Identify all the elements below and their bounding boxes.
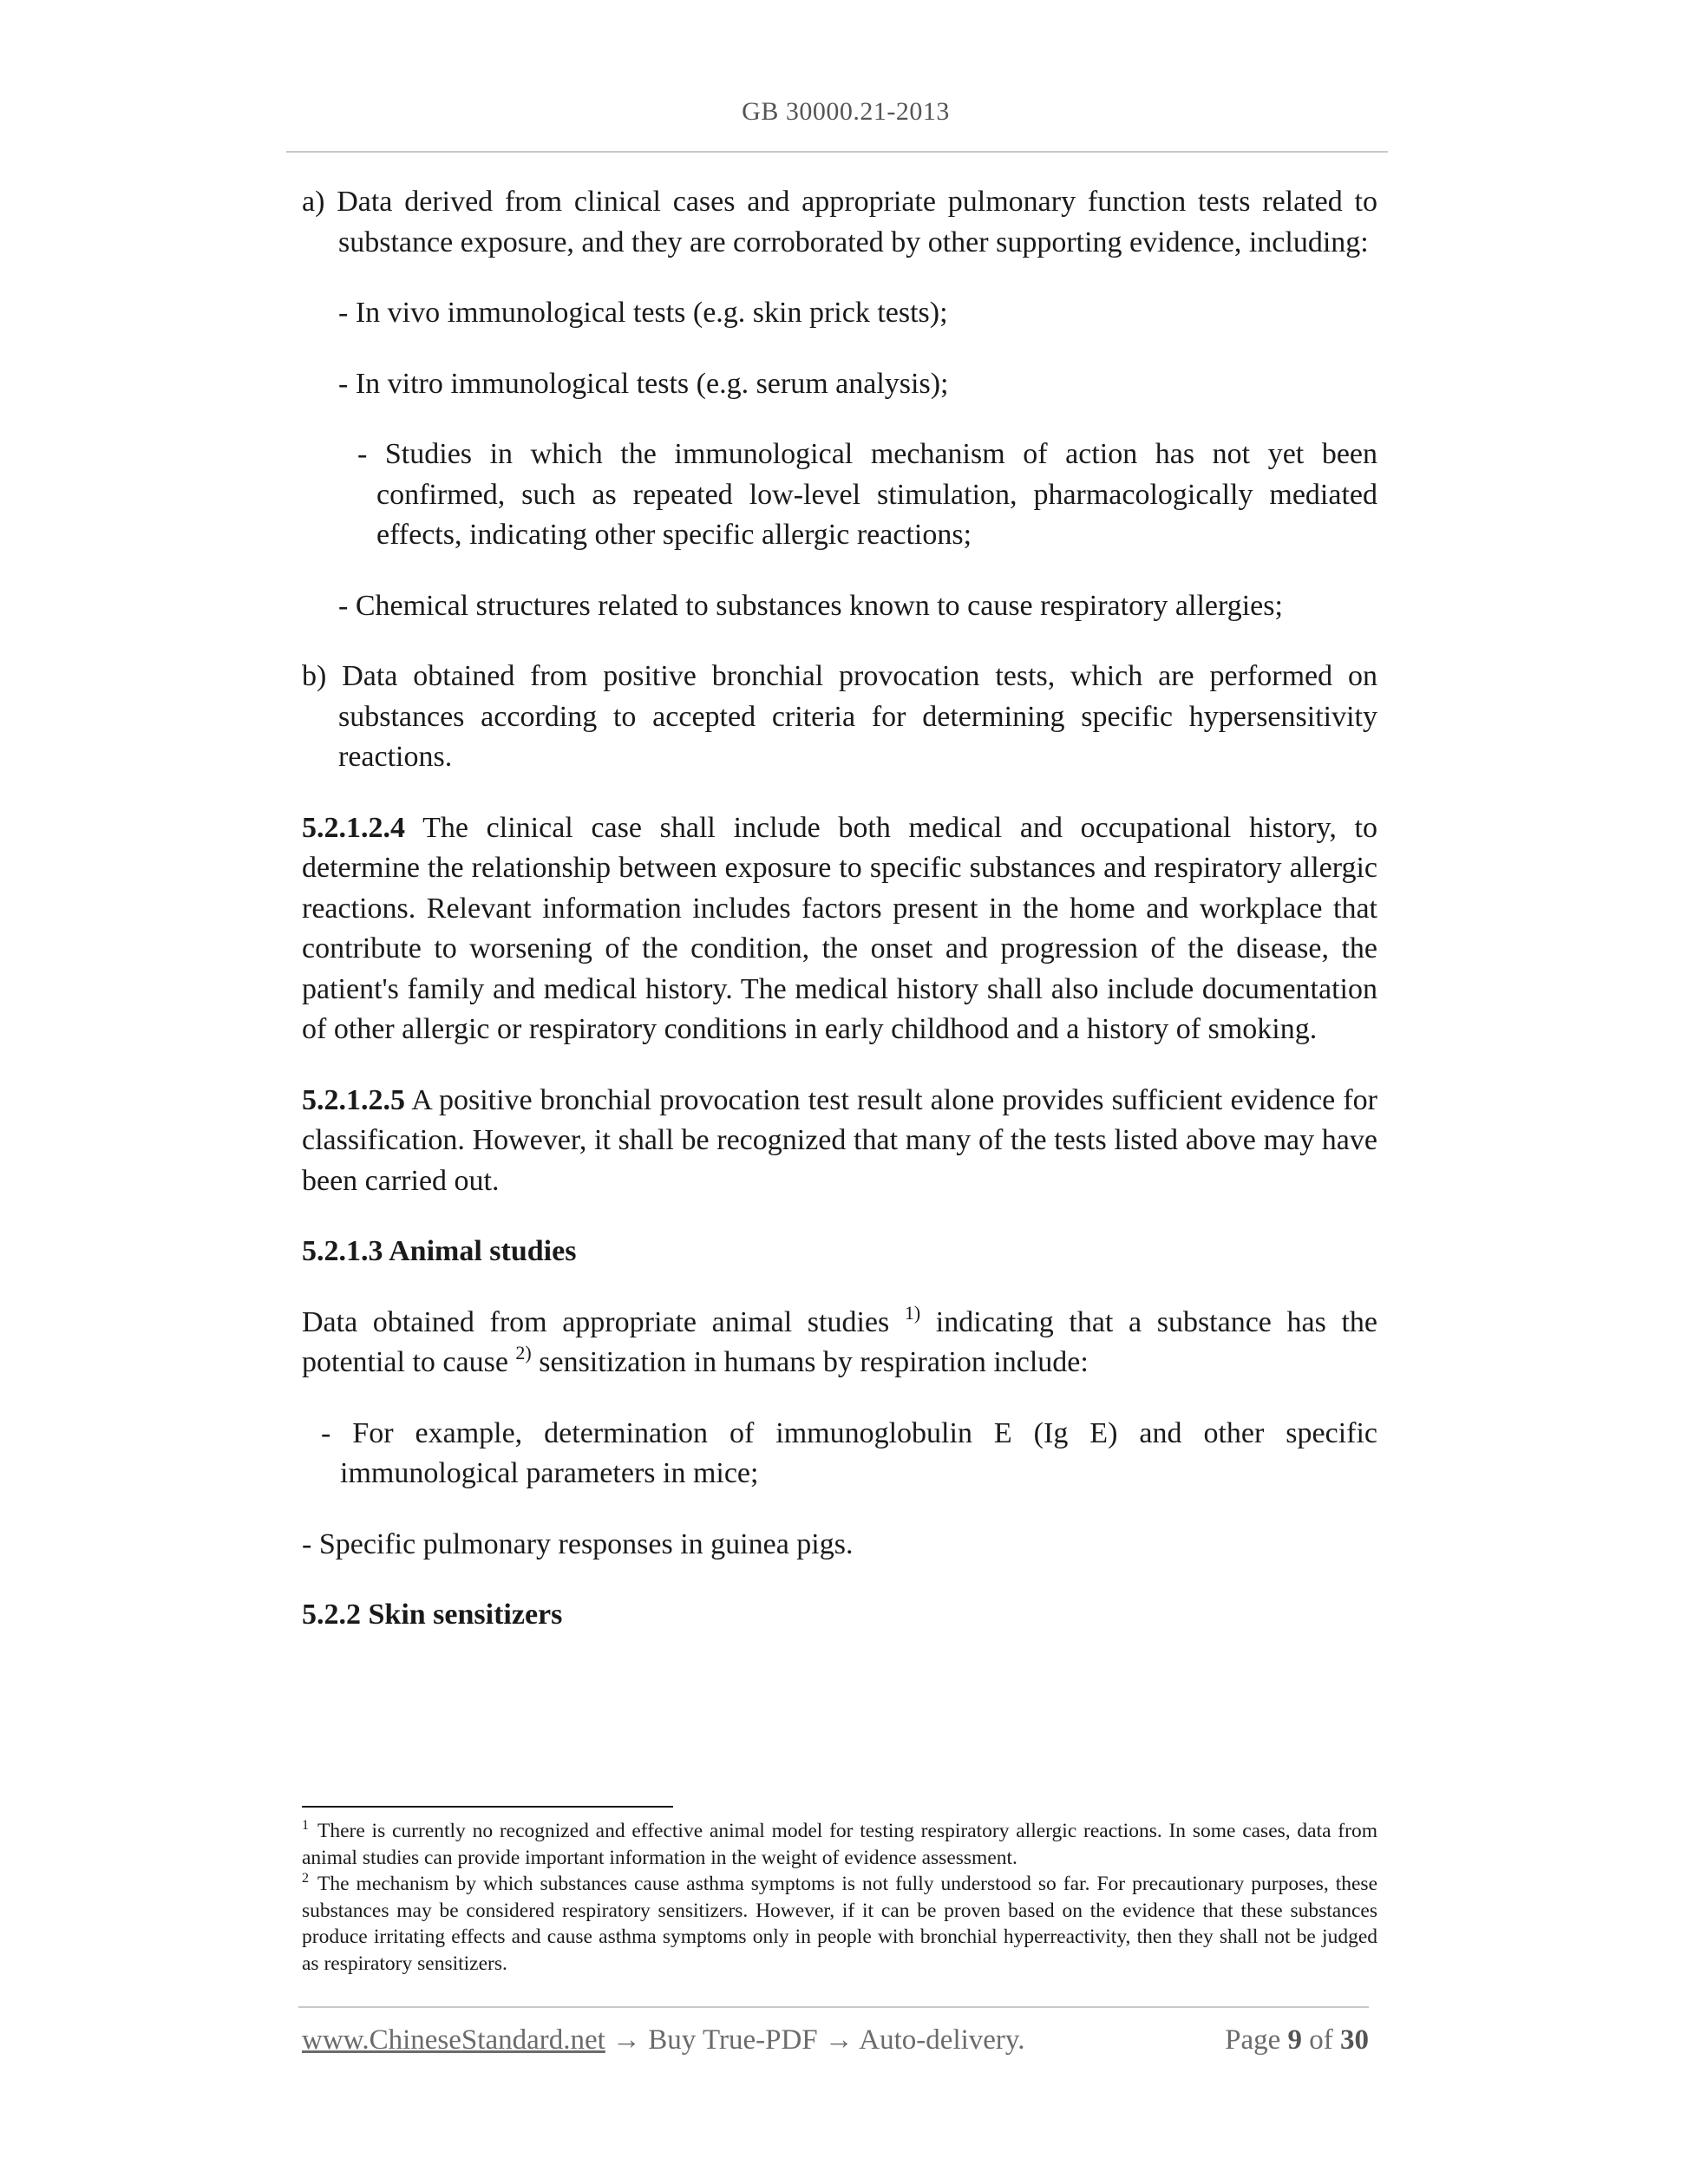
clause-text: The clinical case shall include both medical and occupational history, to determine the relationship between exposure to specific substances and respiratory allergic reactions. Relevant information includes factors present in the home and workplace that contribute to worsening of the condition, the onset and progression of the disease, the patient's family and medical history. The medical history shall also include documentation of other allergic or respiratory conditions in early childhood and a history of smoking. [302,811,1377,1045]
animal-list-item-2: - Specific pulmonary responses in guinea pigs. [302,1527,854,1560]
animal-studies-paragraph: Data obtained from appropriate animal studies $^{1)}$ indicating that a substance has the potential to cause $^{2)}$ sensitization in humans by respiration include: [302,1301,1377,1378]
heading-skin-sensitizers: 5.2.2 Skin sensitizers [302,1599,563,1631]
list-item-a-4: - Chemical structures related to substances known to cause respiratory allergies; [338,589,1283,622]
footnote-separator [302,1806,673,1808]
clause-text: A positive bronchial provocation test result alone provides sufficient evidence for classification. However, it shall be recognized that many of the tests listed above may have been carried out. [302,1083,1377,1197]
footer-divider [298,2006,1369,2008]
list-item-a-1: - In vivo immunological tests (e.g. skin prick tests); [338,297,948,329]
header-divider [286,151,1388,153]
footnote-number: 2 [302,1871,309,1886]
list-item-a: a) Data derived from clinical cases and appropriate pulmonary function tests related to substance exposure, and they are corroborated by other supporting evidence, including: [302,186,1377,258]
total-pages: 30 [1340,2024,1369,2056]
page-footer [302,2024,1369,2063]
footer-text: → Buy True-PDF → Auto-delivery. [605,2024,1025,2056]
clause-number: 5.2.1.2.5 [302,1083,405,1116]
list-item-b: b) Data obtained from positive bronchial provocation tests, which are performed on substances according to accepted criteria for determining specific hypersensitivity reactions. [302,660,1377,773]
clause-number: 5.2.1.2.4 [302,811,405,844]
footnote-text: There is currently no recognized and effective animal model for testing respiratory allergic reactions. In some cases, data from animal studies can provide important information in the weight of evidence assessment. [302,1820,1377,1869]
footnote-ref-1: 1) [904,1301,921,1324]
page-number: Page 9 of 30 [1225,2024,1369,2056]
page-header-title: GB 30000.21-2013 [742,97,950,126]
list-item-a-2: - In vitro immunological tests (e.g. serum analysis); [338,367,949,400]
footnotes [302,1818,1377,1977]
clause-5-2-1-2-5 [302,1081,1377,1202]
footnote-number: 1 [302,1818,309,1833]
current-page: 9 [1287,2024,1302,2056]
website-link[interactable]: www.ChineseStandard.net [302,2024,605,2056]
footnote-ref-2: 2) [515,1342,532,1363]
document-body [302,182,1377,1636]
list-item-a-3: - Studies in which the immunological mechanism of action has not yet been confirmed, such as repeated low-level stimulation, pharmacologically mediated effects, indicating other specific allergic reactions; [357,438,1377,551]
footnote-1 [302,1818,1377,1871]
clause-5-2-1-2-4 [302,808,1377,1050]
footnote-2 [302,1871,1377,1977]
animal-list-item-1: - For example, determination of immunoglobulin E (Ig E) and other specific immunological parameters in mice; [321,1416,1377,1489]
footnote-text: The mechanism by which substances cause asthma symptoms is not fully understood so far. For precautionary purposes, these substances may be considered respiratory sensitizers. However, if it can be proven based on the evidence that these substances produce irritating effects and cause asthma symptoms only in people with bronchial hyperreactivity, then they shall not be judged as respiratory sensitizers. [302,1873,1377,1975]
heading-animal-studies: 5.2.1.3 Animal studies [302,1235,577,1267]
